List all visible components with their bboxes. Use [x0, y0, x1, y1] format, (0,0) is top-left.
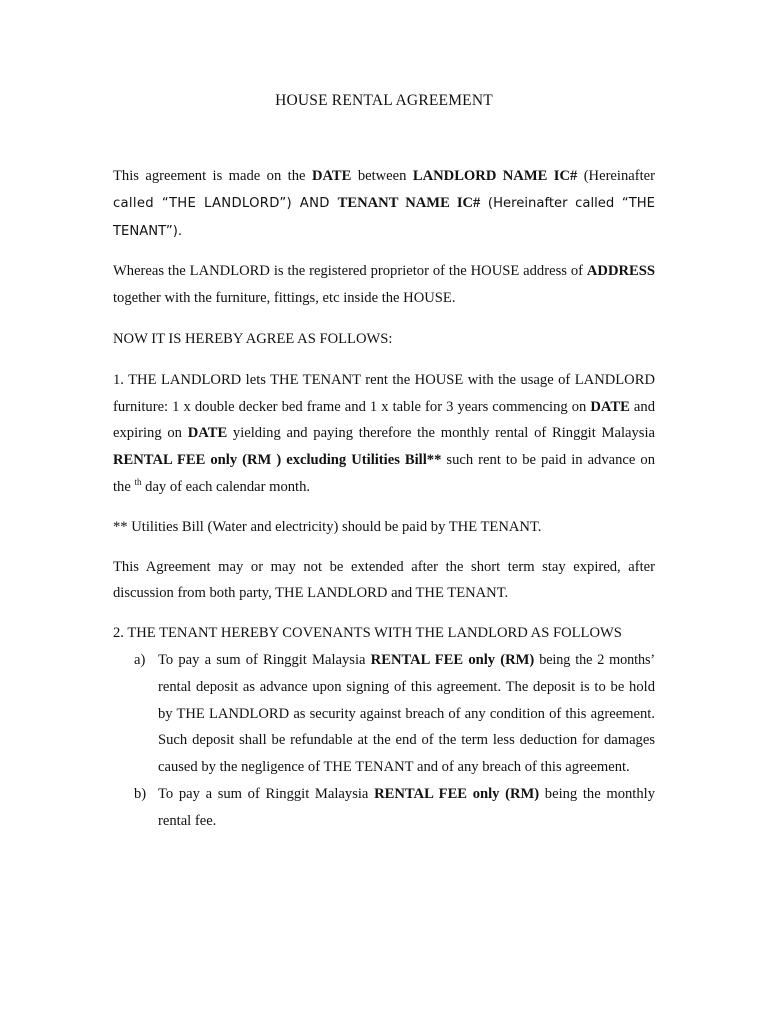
document-title: HOUSE RENTAL AGREEMENT	[275, 92, 493, 109]
clause-2-list	[113, 647, 655, 835]
list-marker: b)	[134, 785, 147, 802]
whereas-text: together with the furniture, fittings, etc inside the HOUSE.	[113, 290, 456, 307]
list-marker: a)	[134, 651, 146, 668]
whereas-text: Whereas the LANDLORD is the registered proprietor of the HOUSE address of	[113, 263, 587, 280]
rental-fee-placeholder: RENTAL FEE only (RM)	[374, 785, 540, 802]
list-item-text	[158, 781, 655, 835]
intro-text: This agreement is made on the	[113, 168, 312, 184]
list-item-text-segment: To pay a sum of Ringgit Malaysia	[158, 651, 371, 668]
list-item-text-segment: To pay a sum of Ringgit Malaysia	[158, 785, 375, 802]
landlord-name-placeholder: LANDLORD NAME IC#	[412, 168, 578, 184]
list-item-text-segment: rental deposit as advance upon signing of this agreement. The deposit is to be hold by THE LANDLORD as security against breach of any condition of this agreement. Such deposit shall be refundable at the end of the term less deduction for damages caused by the negligence of THE TENANT and of any breach of this agreement.	[158, 678, 655, 776]
date-placeholder: DATE	[311, 168, 352, 184]
tenant-name-placeholder: TENANT NAME IC#	[337, 194, 481, 211]
address-placeholder: ADDRESS	[586, 263, 655, 280]
agree-heading: NOW IT IS HEREBY AGREE AS FOLLOWS:	[113, 330, 393, 347]
utilities-note: ** Utilities Bill (Water and electricity) should be paid by THE TENANT.	[113, 518, 542, 535]
clause-1-text: such rent to be paid in advance on the	[113, 452, 655, 495]
intro-text: (Hereinafter called “THE TENANT”).	[113, 195, 656, 239]
date-placeholder: DATE	[187, 425, 228, 442]
rental-fee-placeholder: RENTAL FEE only (RM ) excluding Utilities Bill**	[113, 452, 442, 469]
list-item-text-segment: being the monthly rental fee.	[158, 785, 656, 829]
clause-1-paragraph	[113, 367, 655, 501]
clause-1-text: and expiring on	[113, 398, 655, 442]
list-item	[113, 647, 655, 781]
intro-text: between	[351, 168, 413, 184]
rental-fee-placeholder: RENTAL FEE only (RM)	[370, 651, 535, 668]
clause-1-text: day of each calendar month.	[141, 478, 311, 495]
intro-paragraph	[113, 163, 655, 245]
date-placeholder: DATE	[590, 398, 630, 415]
list-item-text-segment: being the 2 months’	[534, 651, 655, 668]
document-body	[113, 163, 655, 835]
whereas-paragraph	[113, 258, 655, 312]
intro-text: (Hereinafter	[577, 168, 655, 184]
extension-paragraph: This Agreement may or may not be extended after the short term stay expired, after discussion from both party, THE LANDLORD and THE TENANT.	[113, 558, 655, 602]
clause-1-text: yielding and paying therefore the monthly rental of Ringgit Malaysia	[227, 425, 655, 442]
clause-1-text: 1. THE LANDLORD lets THE TENANT rent the HOUSE with the usage of LANDLORD furniture: 1 x double decker bed frame and 1 x table for 3 years commencing on	[113, 371, 655, 415]
ordinal-suffix: th	[134, 476, 142, 487]
list-item	[113, 781, 655, 835]
list-item-text	[158, 647, 655, 781]
clause-2-heading: 2. THE TENANT HEREBY COVENANTS WITH THE LANDLORD AS FOLLOWS	[113, 625, 622, 642]
intro-text: called “THE LANDLORD”) AND	[113, 195, 338, 211]
